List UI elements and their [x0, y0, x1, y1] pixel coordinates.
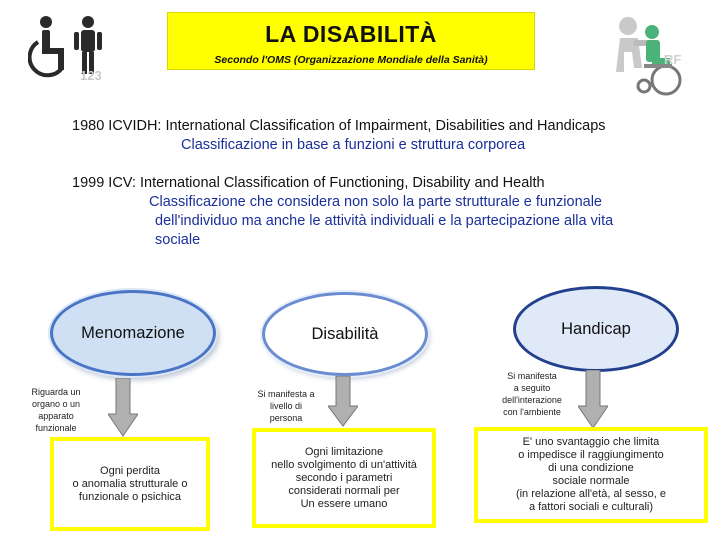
definition-line: nello svolgimento di un'attività: [271, 458, 417, 471]
note-line: persona: [269, 413, 303, 423]
classification-description-line: sociale: [155, 232, 201, 248]
definition-line: Ogni limitazione: [304, 445, 384, 458]
classification-description-line: Classificazione che considera non solo la parte strutturale e funzionale: [149, 194, 602, 210]
classification-code: 1999 ICV:: [72, 175, 136, 191]
note-line: a seguito: [513, 383, 551, 393]
definition-menomazione: [50, 437, 210, 531]
left-icon-label: 123: [80, 68, 102, 83]
definition-line: o impedisce il raggiungimento: [518, 449, 664, 461]
definition-line: a fattori sociali e culturali): [528, 501, 654, 513]
page-title: LA DISABILITÀ: [265, 21, 437, 47]
definition-line: considerati normali per: [288, 484, 400, 497]
note-line: funzionale: [35, 423, 77, 433]
concept-disabilita: [262, 292, 428, 376]
classification-name: International Classification of Functioning, Disability and Health: [135, 175, 545, 191]
concept-label: Handicap: [561, 319, 631, 338]
note-line: Si manifesta: [507, 371, 557, 381]
note-line: con l'ambiente: [503, 407, 561, 417]
classification-1980: [72, 117, 712, 155]
definition-line: secondo i parametri: [295, 471, 393, 484]
definition-line: (in relazione all'età, al sesso, e: [515, 488, 667, 500]
down-arrow-icon: [328, 376, 358, 428]
right-icon-label: RF: [664, 52, 682, 67]
definition-line: Ogni perdita: [100, 464, 160, 477]
down-arrow-icon: [108, 378, 138, 438]
classification-1999: [72, 174, 712, 250]
title-banner: [167, 12, 535, 70]
note-line: Si manifesta a: [257, 389, 315, 399]
concept-handicap: [513, 286, 679, 372]
note-line: Riguarda un: [31, 387, 81, 397]
concept-label: Menomazione: [81, 323, 185, 342]
page-subtitle: Secondo l'OMS (Organizzazione Mondiale della Sanità): [214, 54, 488, 66]
concept-note-handicap: [490, 370, 574, 418]
note-line: livello di: [269, 401, 302, 411]
down-arrow-icon: [578, 370, 608, 430]
note-line: apparato: [38, 411, 74, 421]
classification-description: Classificazione in base a funzioni e struttura corporea: [181, 137, 526, 153]
classification-code: 1980 ICVIDH:: [72, 118, 162, 134]
concept-menomazione: [50, 290, 216, 376]
note-line: organo o un: [31, 399, 81, 409]
definition-line: di una condizione: [548, 462, 634, 474]
definition-handicap: [474, 427, 708, 523]
definition-line: E' uno svantaggio che limita: [522, 436, 660, 448]
person-pushing-wheelchair-icon: [594, 12, 692, 100]
wheelchair-person-icon: [28, 12, 112, 86]
concept-label: Disabilità: [311, 324, 379, 343]
classification-description-line: dell'individuo ma anche le attività individuali e la partecipazione alla vita: [155, 213, 614, 229]
concept-note-disabilita: [248, 388, 324, 424]
definition-disabilita: [252, 428, 436, 528]
definition-line: funzionale o psichica: [78, 490, 182, 503]
definition-line: Un essere umano: [300, 497, 388, 510]
classification-name: International Classification of Impairment, Disabilities and Handicaps: [161, 118, 606, 134]
note-line: dell'interazione: [502, 395, 562, 405]
definition-line: sociale normale: [552, 475, 630, 487]
definition-line: o anomalia strutturale o: [72, 477, 188, 490]
concept-note-menomazione: [20, 386, 92, 434]
